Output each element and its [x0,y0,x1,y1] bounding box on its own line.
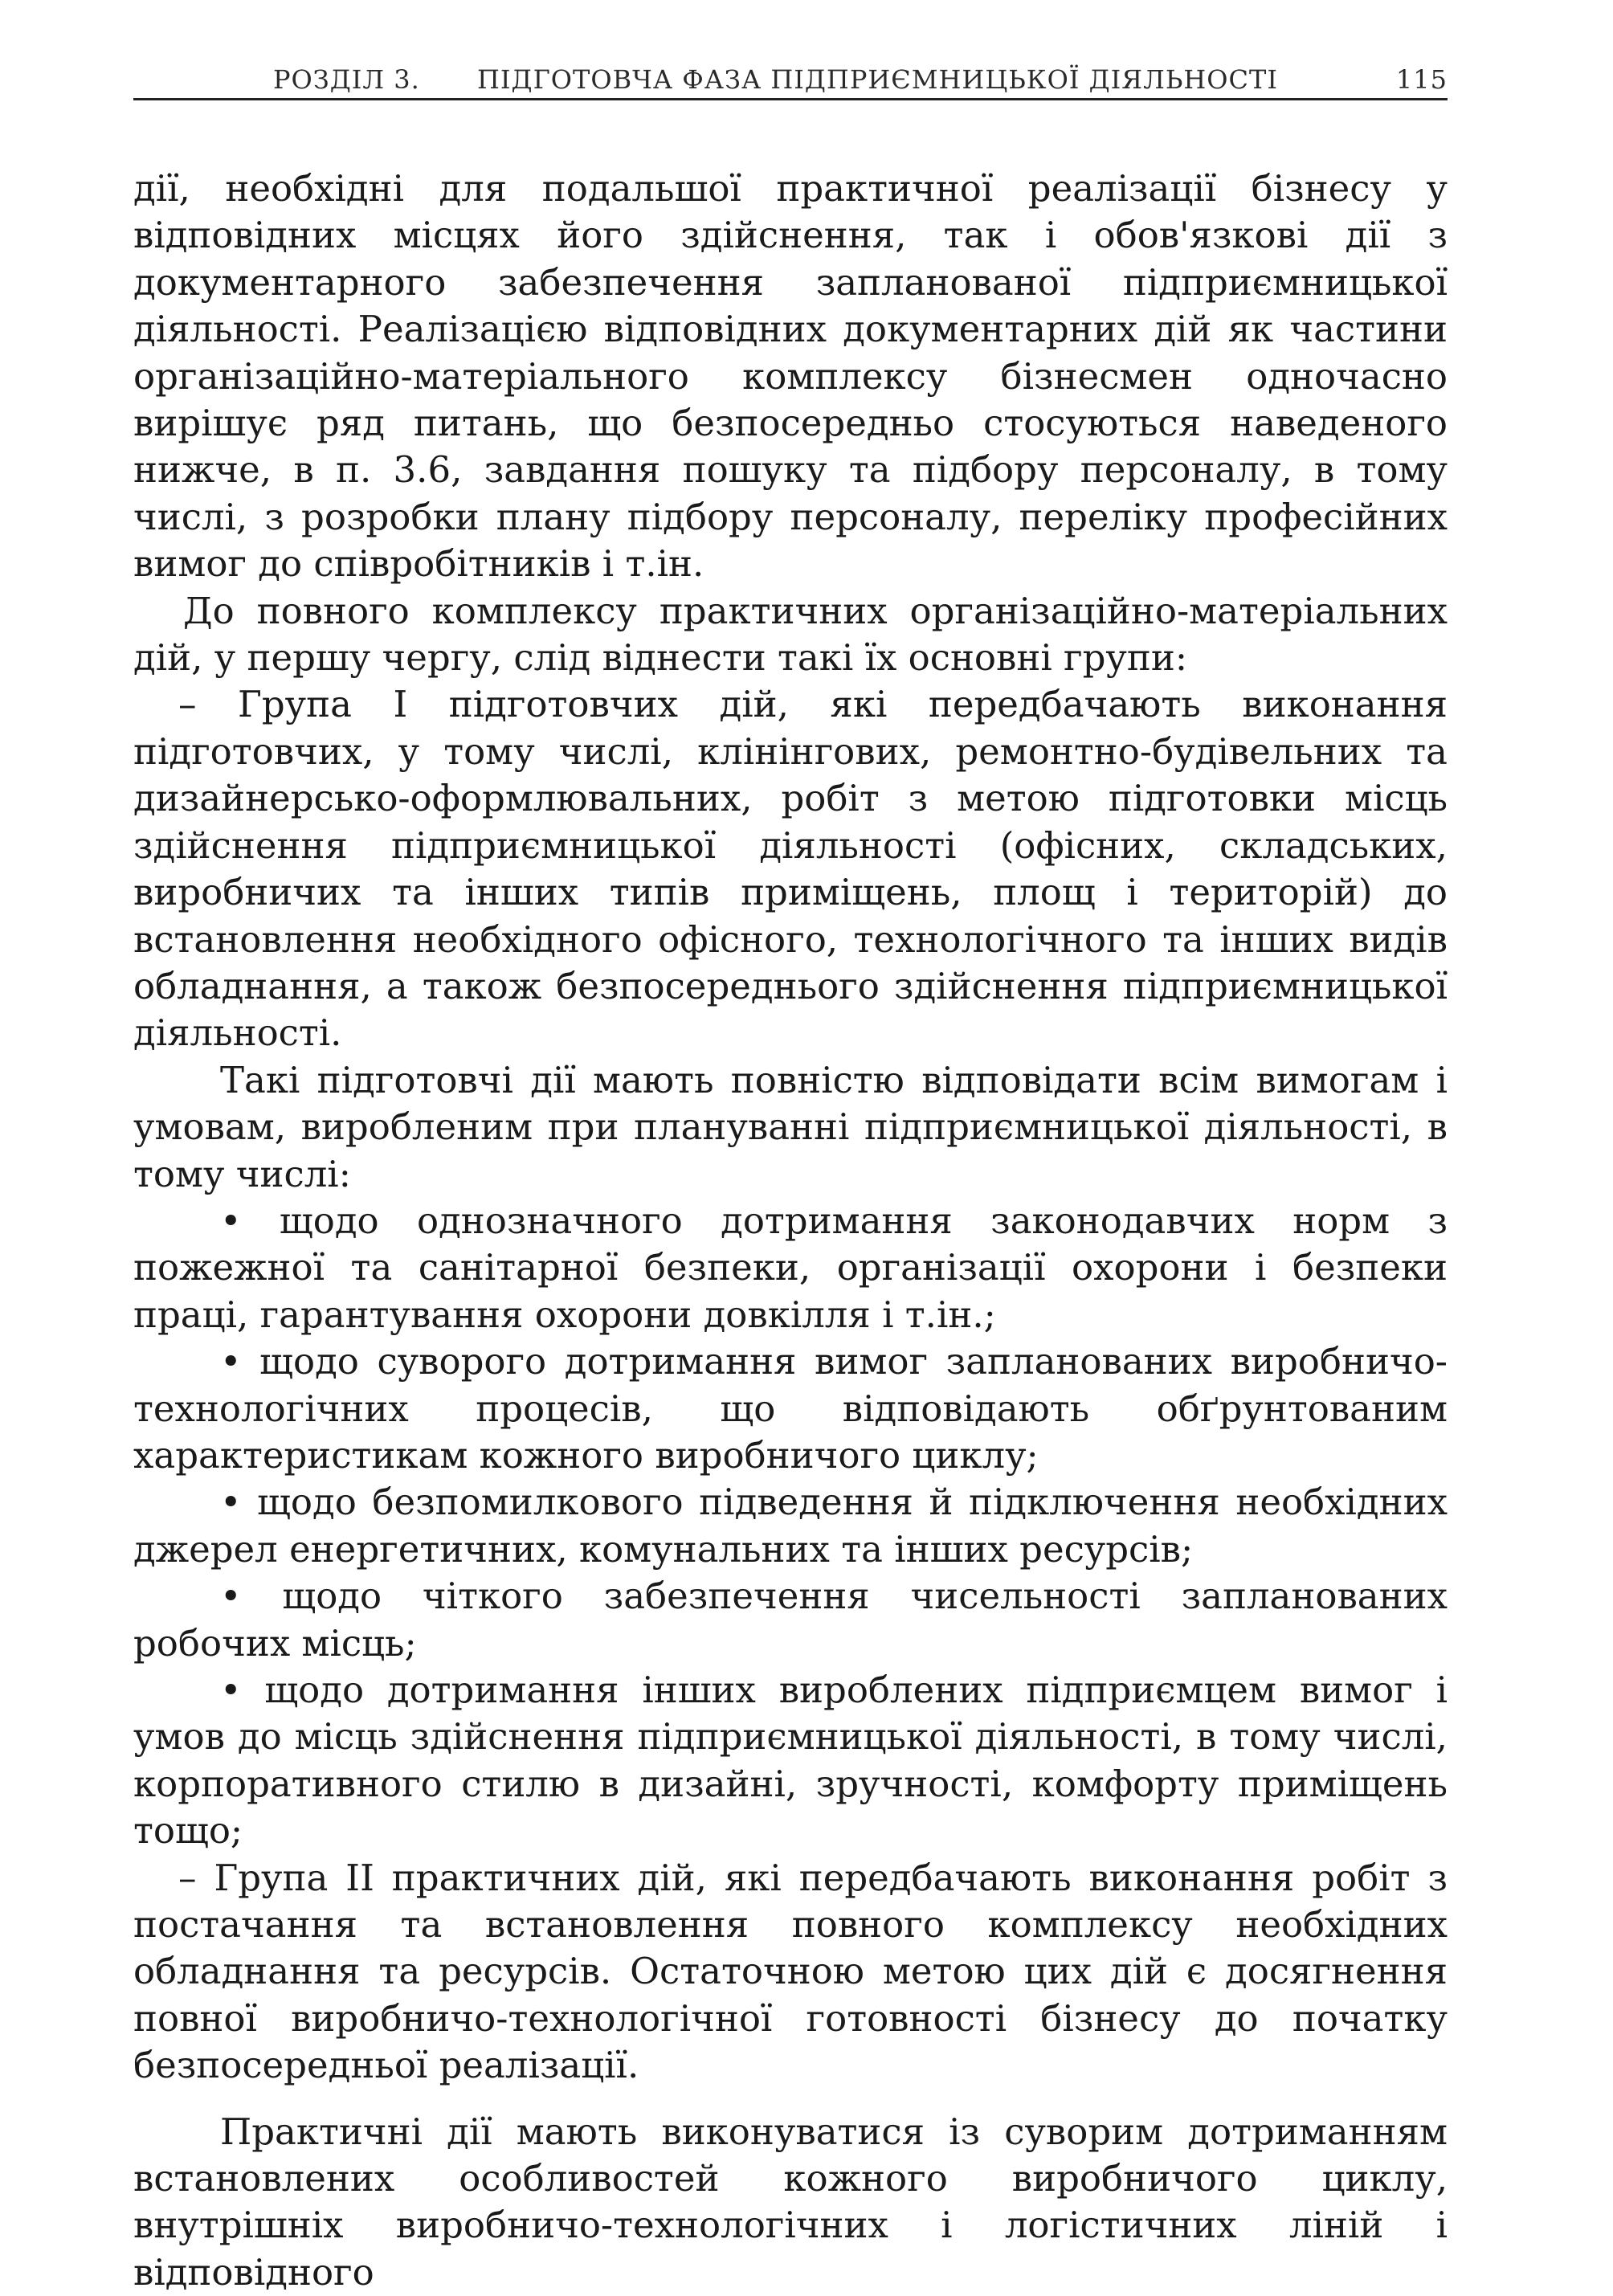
list-item-group-2: – Група ІІ практичних дій, які передбачають виконання робіт з постачання та встановлення повного комплексу необхідних обладнання та ресурсів. Остаточною метою цих дій є досягнення повної виробничо-технологічної готовності бізнесу до початку безпосередньої реалізації. [133,1856,1448,2087]
chapter-number: РОЗДІЛ 3. [273,64,420,95]
paragraph-requirements: Такі підготовчі дії мають повністю відповідати всім вимогам і умовам, виробленим при плануванні підприємницької діяльності, в тому числі: [133,1058,1448,1195]
bullet-item-other-requirements: • щодо дотримання інших вироблених підприємцем вимог і умов до місць здійснення підприємницької діяльності, в тому числі, корпоративного стилю в дизайні, зручності, комфорту приміщень тощо; [133,1669,1448,1853]
page-number: 115 [1395,64,1448,95]
paragraph-practical-actions: Практичні дії мають виконуватися із суворим дотриманням встановлених особливостей кожного виробничого циклу, внутрішніх виробничо-технологічних і логістичних ліній і відповідного [133,2110,1448,2294]
bullet-item-resources: • щодо безпомилкового підведення й підключення необхідних джерел енергетичних, комунальних та інших ресурсів; [133,1481,1448,1571]
paragraph-spacer [133,2090,1448,2109]
running-header [133,58,1448,98]
paragraph-continuation: дії, необхідні для подальшої практичної реалізації бізнесу у відповідних місцях його здійснення, так і обов'язкові дії з документарного забезпечення запланованої підприємницької діяльності. Реалізацією відповідних документарних дій як частини організаційно-матеріального комплексу бізнесмен одночасно вирішує ряд питань, що безпосередньо стосуються наведеного нижче, в п. 3.6, завдання пошуку та підбору персоналу, в тому числі, з розробки плану підбору персоналу, переліку професійних вимог до співробітників і т.ін. [133,167,1448,586]
bullet-item-workplaces: • щодо чіткого забезпечення чисельності запланованих робочих місць; [133,1575,1448,1665]
paragraph-intro-groups: До повного комплексу практичних організаційно-матеріальних дій, у першу чергу, слід віднести такі їх основні групи: [133,589,1448,680]
header-divider [133,98,1448,100]
body-text [133,165,1448,2296]
bullet-item-processes: • щодо суворого дотримання вимог запланованих виробничо-технологічних процесів, що відповідають обґрунтованим характеристикам кожного виробничого циклу; [133,1340,1448,1477]
chapter-title: ПІДГОТОВЧА ФАЗА ПІДПРИЄМНИЦЬКОЇ ДІЯЛЬНОСТІ [477,64,1278,95]
list-item-group-1: – Група І підготовчих дій, які передбачають виконання підготовчих, у тому числі, клінінгових, ремонтно-будівельних та дизайнерсько-оформлювальних, робіт з метою підготовки місць здійснення підприємницької діяльності (офісних, складських, виробничих та інших типів приміщень, площ і територій) до встановлення необхідного офісного, технологічного та інших видів обладнання, а також безпосереднього здійснення підприємницької діяльності. [133,683,1448,1055]
bullet-item-safety: • щодо однозначного дотримання законодавчих норм з пожежної та санітарної безпеки, організації охорони і безпеки праці, гарантування охорони довкілля і т.ін.; [133,1199,1448,1336]
